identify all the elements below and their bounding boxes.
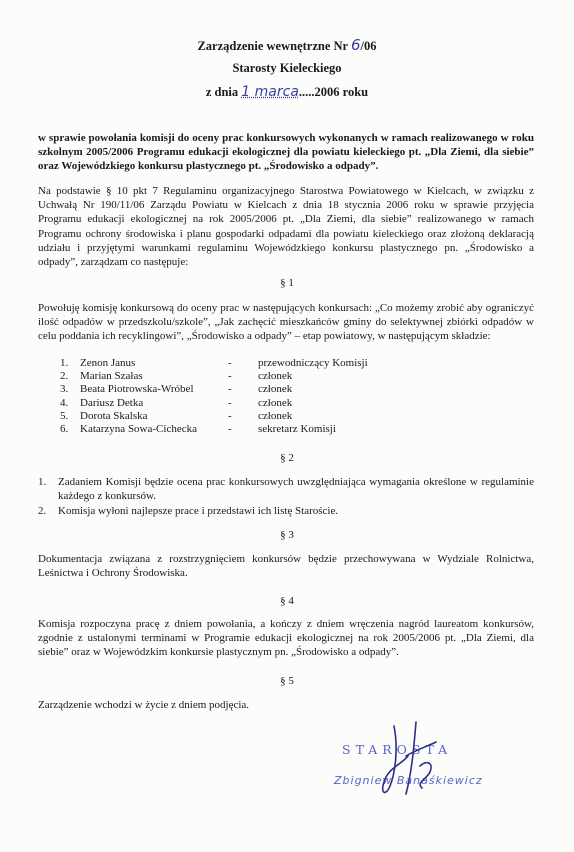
member-name: Dorota Skalska — [80, 409, 148, 422]
date-suffix: .....2006 roku — [298, 85, 369, 99]
document-title — [0, 36, 574, 54]
member-row — [60, 410, 390, 423]
section-4-text: Komisja rozpoczyna pracę z dniem powołania, a kończy z dniem wręczenia nagród laureatom konkursów, zgodnie z ustalonymi terminami w Programie edukacji ekologicznej na rok 2005/2006 pt. „Dla Ziemi, dla siebie” oraz w Wojewódzkim konkursie plastycznym pn. „Środowisko a odpady”. — [38, 618, 534, 659]
member-role: sekretarz Komisji — [258, 422, 336, 435]
member-name: Katarzyna Sowa-Cichecka — [80, 422, 197, 435]
member-name: Beata Piotrowska-Wróbel — [80, 383, 194, 396]
member-row — [60, 423, 390, 436]
list-item-number: 2. — [38, 505, 47, 517]
issuer: Starosty Kieleckiego — [232, 61, 342, 75]
member-row — [60, 370, 390, 383]
list-item — [38, 475, 534, 503]
member-dash: - — [228, 422, 232, 435]
handwritten-signature — [376, 716, 446, 806]
list-item-text: Zadaniem Komisji będzie ocena prac konkursowych uwzględniająca wymagania określone w regulaminie każdego z konkursów. — [58, 476, 534, 502]
member-role: członek — [258, 370, 293, 383]
section-5-text: Zarządzenie wchodzi w życie z dniem podjęcia. — [38, 699, 250, 711]
list-item — [38, 504, 534, 518]
handwritten-date: 1 marca — [241, 84, 299, 100]
member-number: 6. — [60, 422, 69, 435]
list-item-text: Komisja wyłoni najlepsze prace i przedstawi ich listę Staroście. — [58, 505, 339, 517]
member-role: członek — [258, 383, 293, 396]
member-row — [60, 397, 390, 410]
member-role: przewodniczący Komisji — [258, 357, 368, 369]
handwritten-number: 6 — [351, 36, 361, 54]
member-number: 5. — [60, 409, 69, 422]
committee-members-list — [60, 357, 390, 436]
member-name: Zenon Janus — [80, 357, 136, 369]
member-number: 1. — [60, 357, 69, 369]
preamble: Na podstawie § 10 pkt 7 Regulaminu organizacyjnego Starostwa Powiatowego w Kielcach, w związku z Uchwałą Nr 190/11/06 Zarządu Powiatu w Kielcach z dnia 18 stycznia 2006 roku w sprawie przyjęcia Programu edukacji ekologicznej na rok 2005/2006 pt. „Dla Ziemi, dla siebie” realizowanego w ramach Programu ochrony środowiska i planu gospodarki odpadami dla powiatu kieleckiego oraz złożoną deklaracją udziału i przyjętymi warunkami regulaminu Wojewódzkiego konkursu plastycznego pn. „Środowisko a odpady”, zarządzam co następuje: — [38, 185, 534, 269]
member-row — [60, 383, 390, 396]
document-subject: w sprawie powołania komisji do oceny prac konkursowych wykonanych w ramach realizowanego w roku szkolnym 2005/2006 Programu edukacji ekologicznej dla powiatu kieleckiego pt. „Dla Ziemi, dla siebie” oraz Wojewódzkiego konkursu plastycznego pt. „Środowisko a odpady”. — [38, 132, 534, 172]
section-1-text: Powołuję komisję konkursową do oceny prac w następujących konkursach: „Co możemy zrobić aby ograniczyć ilość odpadów w przedszkolu/szkole”, „Jak zachęcić mieszkańców gminy do selektywnej zbiórki odpadów w celu poddania ich recyklingowi”, „Środowisko a odpady” – etap powiatowy, w następującym składzie: — [38, 302, 534, 343]
date-prefix: z dnia — [205, 85, 242, 99]
member-role: członek — [258, 409, 293, 422]
section-5-heading: § 5 — [280, 675, 294, 687]
member-row — [60, 357, 390, 370]
list-item-number: 1. — [38, 476, 47, 488]
section-3-text: Dokumentacja związana z rozstrzygnięciem konkursów będzie przechowywana w Wydziale Rolnictwa, Leśnictwa i Ochrony Środowiska. — [38, 553, 534, 580]
member-name: Marian Szałas — [80, 370, 143, 383]
member-number: 2. — [60, 370, 69, 383]
title-prefix: Zarządzenie wewnętrzne Nr — [197, 39, 348, 53]
stamp-title: STAROSTA — [342, 742, 453, 757]
member-number: 4. — [60, 396, 69, 409]
member-dash: - — [228, 396, 232, 409]
section-3-heading: § 3 — [280, 529, 294, 541]
member-dash: - — [228, 357, 232, 369]
member-dash: - — [228, 409, 232, 422]
member-dash: - — [228, 383, 232, 396]
section-2-heading: § 2 — [280, 452, 294, 464]
member-dash: - — [228, 370, 232, 383]
section-4-heading: § 4 — [280, 595, 294, 607]
title-suffix: /06 — [360, 39, 377, 53]
section-1-heading: § 1 — [280, 277, 294, 289]
section-2-list — [38, 475, 534, 519]
document-date — [0, 84, 574, 100]
member-name: Dariusz Detka — [80, 396, 144, 409]
member-number: 3. — [60, 383, 69, 396]
stamp-name: Zbigniew Banaśkiewicz — [334, 774, 483, 787]
member-role: członek — [258, 396, 293, 409]
